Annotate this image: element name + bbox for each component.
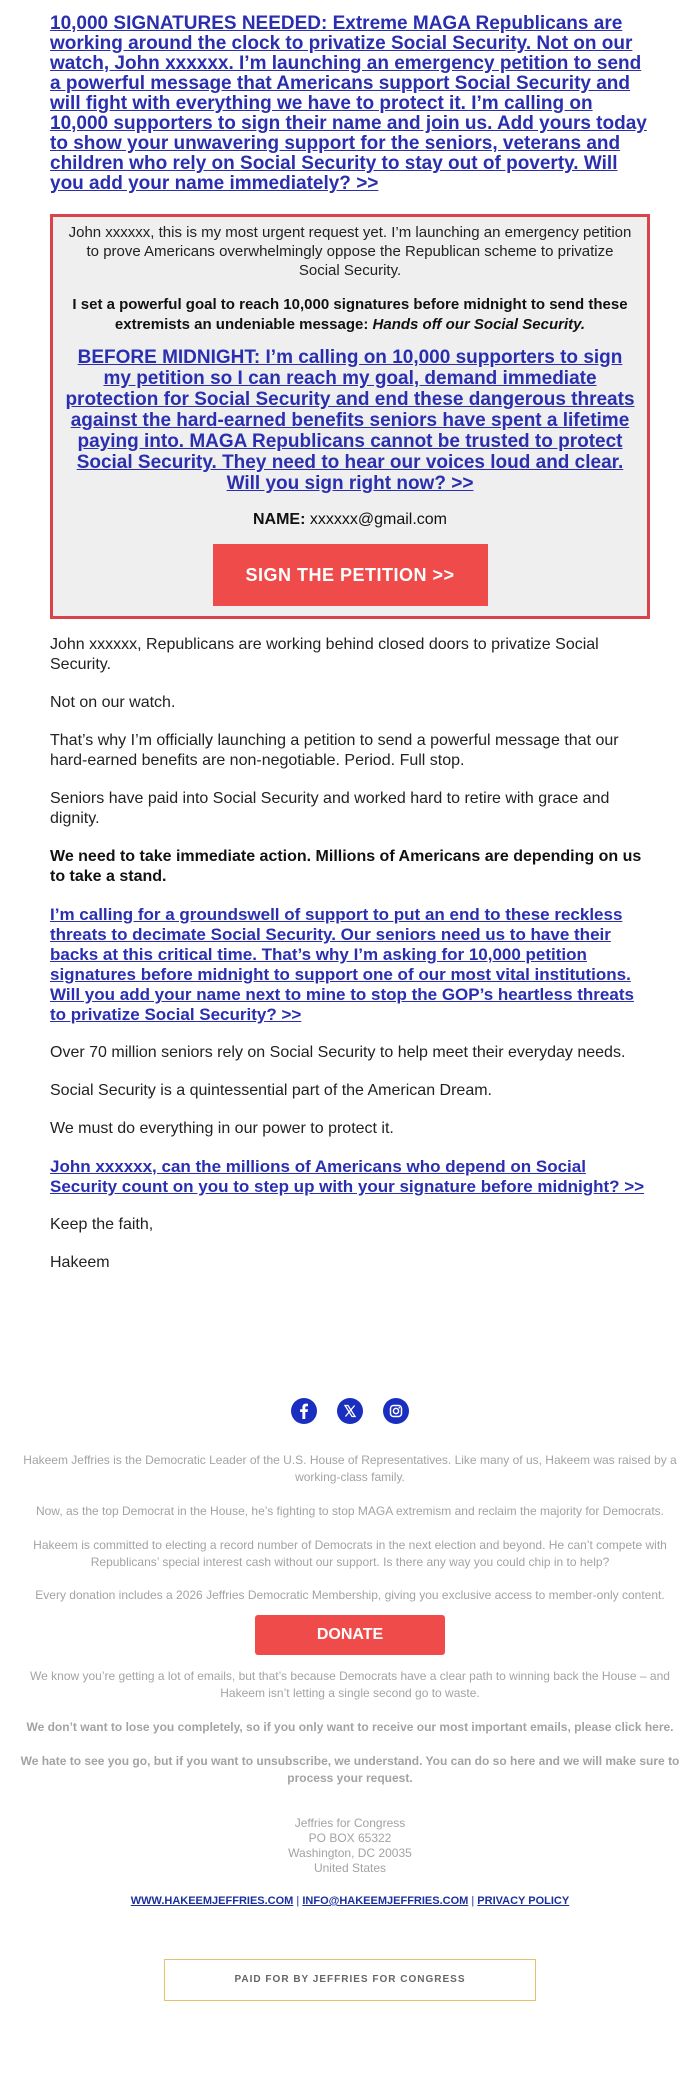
body-paragraph: Over 70 million seniors rely on Social Security to help meet their everyday needs. [50,1044,626,1061]
groundswell-link[interactable]: I’m calling for a groundswell of support to put an end to these reckless threats to decimate Social Security. Our seniors need us to have their backs at this critical time. That’s why I’m asking for 10,000 petition signatures before midnight to support one of our most vital institutions. Will you add your name next to mine to stop the GOP’s heartless threats to privatize Social Security? >> [50,905,634,1024]
headline [50,14,650,194]
privacy-policy-link[interactable]: PRIVACY POLICY [477,1895,570,1907]
name-value: xxxxxx@gmail.com [309,511,448,528]
body-paragraph: Seniors have paid into Social Security and worked hard to retire with grace and dignity. [50,790,610,827]
name-label: NAME: [252,511,306,528]
address-line: United States [313,1861,387,1875]
footer-bio: Hakeem Jeffries is the Democratic Leader of the U.S. House of Representatives. Like many of us, Hakeem was raised by a working-class family. [23,1453,677,1484]
instagram-icon[interactable] [383,1398,409,1424]
petition-goal-text: I set a powerful goal to reach 10,000 signatures before midnight to send these extremists an undeniable message: [72,296,628,333]
footer-paragraph: Now, as the top Democrat in the House, he’s fighting to stop MAGA extremism and reclaim the majority for Democrats. [35,1504,665,1518]
petition-cta [65,347,635,494]
social-icons [0,1398,700,1428]
unsubscribe-text[interactable]: We hate to see you go, but if you want to unsubscribe, we understand. You can do so here and we will make sure to process your request. [20,1754,680,1785]
spacer [0,1273,700,1398]
footer [0,1452,700,2001]
paid-for-disclaimer: PAID FOR BY JEFFRIES FOR CONGRESS [164,1959,536,2001]
x-icon[interactable] [337,1398,363,1424]
facebook-icon[interactable] [291,1398,317,1424]
signoff: Keep the faith, [50,1216,154,1233]
petition-goal-emphasis: Hands off our Social Security. [372,316,586,333]
address-line: Washington, DC 20035 [288,1846,412,1860]
body-paragraph: That’s why I’m officially launching a petition to send a powerful message that our hard-earned benefits are non-negotiable. Period. Full stop. [50,732,619,769]
body-paragraph: Social Security is a quintessential part of the American Dream. [50,1082,492,1099]
body-paragraph: John xxxxxx, Republicans are working behind closed doors to privatize Social Security. [50,636,599,673]
link-separator: | [296,1895,300,1907]
sign-petition-button[interactable]: SIGN THE PETITION >> [213,544,488,606]
signature-name: Hakeem [50,1254,110,1271]
reduce-emails-text[interactable]: We don’t want to lose you completely, so if you only want to receive our most important emails, please click here. [26,1720,674,1734]
footer-paragraph: Hakeem is committed to electing a record number of Democrats in the next election and beyond. He can’t compete with Republicans’ special interest cash without our support. Is there any way you could chip in to help? [33,1538,667,1569]
link-separator: | [471,1895,475,1907]
headline-link[interactable]: 10,000 SIGNATURES NEEDED: Extreme MAGA Republicans are working around the clock to privatize Social Security. Not on our watch, John xxxxxx. I’m launching an emergency petition to send a powerful message that Americans support Social Security and will fight with everything we have to protect it. I’m calling on 10,000 supporters to sign their name and join us. Add yours today to show your unwavering support for the seniors, veterans and children who rely on Social Security to stay out of poverty. Will you add your name immediately? >> [50,13,647,194]
signature-request-link[interactable]: John xxxxxx, can the millions of Americans who depend on Social Security count on you to step up with your signature before midnight? >> [50,1157,645,1196]
body-link-paragraph [50,905,650,1025]
address-line: Jeffries for Congress [294,1816,406,1830]
petition-name-row [65,510,635,530]
website-link[interactable]: WWW.HAKEEMJEFFRIES.COM [130,1895,294,1907]
footer-links [20,1893,680,1910]
petition-cta-link[interactable]: BEFORE MIDNIGHT: I’m calling on 10,000 supporters to sign my petition so I can reach my goal, demand immediate protection for Social Security and end these dangerous threats against the hard-earned benefits seniors have spent a lifetime paying into. MAGA Republicans cannot be trusted to protect Social Security. They need to hear our voices loud and clear. Will you sign right now? >> [65,347,635,494]
petition-box [50,214,650,619]
footer-paragraph: We know you’re getting a lot of emails, but that’s because Democrats have a clear path to winning back the House – and Hakeem isn’t letting a single second go to waste. [30,1669,670,1700]
body-paragraph: We must do everything in our power to protect it. [50,1120,394,1137]
petition-goal [65,295,635,335]
footer-paragraph: Every donation includes a 2026 Jeffries Democratic Membership, giving you exclusive access to member-only content. [35,1588,665,1602]
mailing-address [20,1816,680,1876]
donate-button[interactable]: DONATE [255,1615,445,1655]
email-link[interactable]: INFO@HAKEEMJEFFRIES.COM [302,1895,469,1907]
address-line: PO BOX 65322 [308,1831,392,1845]
body-bold-paragraph: We need to take immediate action. Millions of Americans are depending on us to take a stand. [50,848,642,885]
petition-intro: John xxxxxx, this is my most urgent request yet. I’m launching an emergency petition to prove Americans overwhelmingly oppose the Republican scheme to privatize Social Security. [68,224,632,279]
body-paragraph: Not on our watch. [50,694,176,711]
body-link-paragraph [50,1157,650,1197]
